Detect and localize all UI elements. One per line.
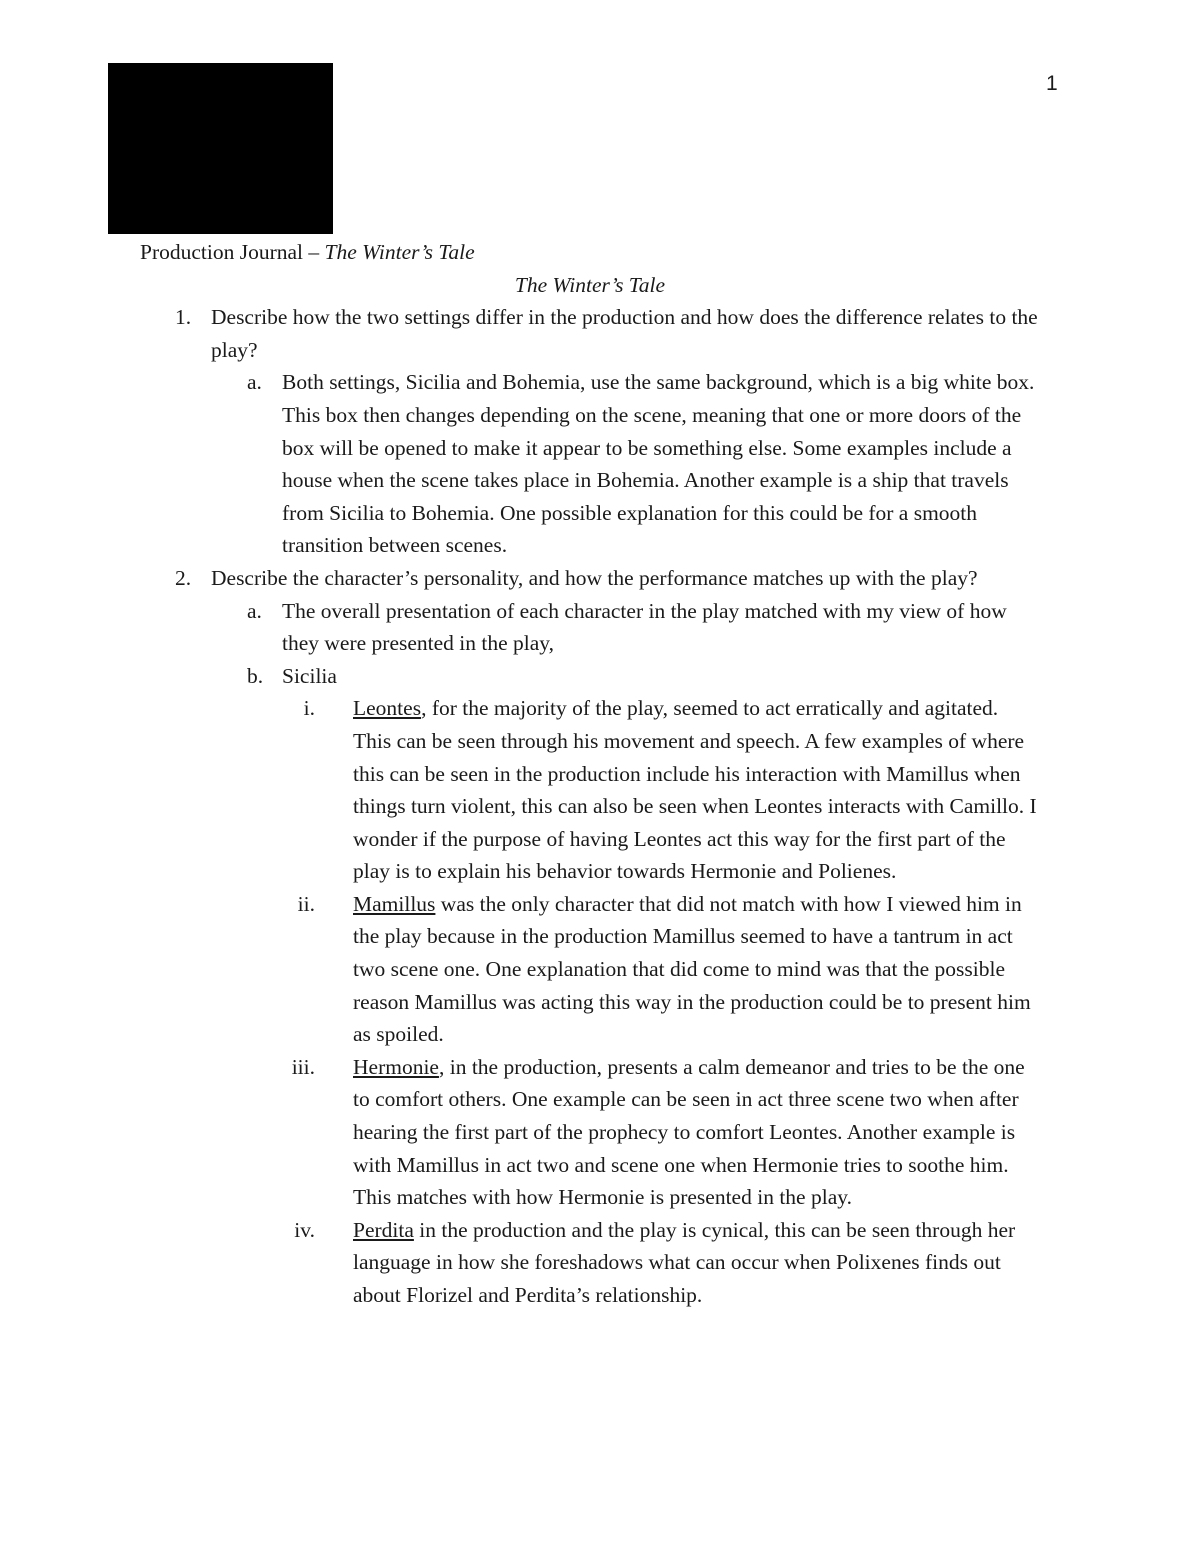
answer-text: Sicilia xyxy=(282,663,337,688)
question-text: Describe the character’s personality, and how the performance matches up with the play? xyxy=(211,565,978,590)
list-marker: iii. xyxy=(291,1054,315,1079)
character-hermonie xyxy=(140,1051,1040,1214)
character-mamillus xyxy=(140,888,1040,1051)
question-2 xyxy=(140,562,1040,595)
character-name: Perdita xyxy=(353,1217,414,1242)
list-marker: 2. xyxy=(175,565,192,590)
character-description: was the only character that did not match with how I viewed him in the play because in the production Mamillus seemed to have a tantrum in act two scene one. One explanation that did come to mind was that the possible reason Mamillus was acting this way in the production could be to present him as spoiled. xyxy=(353,891,1031,1047)
list-marker: a. xyxy=(247,370,262,395)
list-marker: a. xyxy=(247,598,262,623)
list-marker: i. xyxy=(303,696,315,721)
document-title: The Winter’s Tale xyxy=(514,272,666,297)
answer-text: The overall presentation of each character in the play matched with my view of how they were presented in the play, xyxy=(282,598,1007,656)
question-2-answer-b xyxy=(140,660,1040,693)
header-play-title: The Winter’s Tale xyxy=(324,240,475,264)
question-text: Describe how the two settings differ in the production and how does the difference relates to the play? xyxy=(211,305,1038,362)
character-description: in the production and the play is cynical, this can be seen through her language in how she foreshadows what can occur when Polixenes finds out about Florizel and Perdita’s relationship. xyxy=(353,1217,1016,1307)
question-2-answer-a xyxy=(140,595,1040,660)
list-marker: 1. xyxy=(175,305,192,330)
character-name: Leontes xyxy=(353,696,422,721)
list-marker: ii. xyxy=(297,891,315,916)
character-leontes xyxy=(140,692,1040,888)
character-description: , in the production, presents a calm demeanor and tries to be the one to comfort others. One example can be seen in act three scene two when after hearing the first part of the prophecy to comfort Leontes. Another example is with Mamillus in act two and scene one when Hermonie tries to soothe him. This matches with how Hermonie is presented in the play. xyxy=(353,1054,1025,1210)
journal-header xyxy=(140,236,1040,269)
header-prefix: Production Journal – xyxy=(140,240,325,264)
question-1 xyxy=(140,301,1040,366)
list-marker: b. xyxy=(247,663,264,688)
character-name: Mamillus xyxy=(353,891,436,916)
redaction-box xyxy=(108,63,333,234)
page-number: 1 xyxy=(1046,72,1058,95)
character-name: Hermonie xyxy=(353,1054,439,1079)
character-perdita xyxy=(140,1214,1040,1312)
character-description: , for the majority of the play, seemed to act erratically and agitated. This can be seen through his movement and speech. A few examples of where this can be seen in the production include his interaction with Mamillus when things turn violent, this can also be seen when Leontes interacts with Camillo. I wonder if the purpose of having Leontes act this way for the first part of the play is to explain his behavior towards Hermonie and Polienes. xyxy=(353,696,1037,884)
document-body xyxy=(140,236,1040,1312)
list-marker: iv. xyxy=(294,1217,315,1242)
answer-text: Both settings, Sicilia and Bohemia, use the same background, which is a big white box. This box then changes depending on the scene, meaning that one or more doors of the box will be opened to make it appear to be something else. Some examples include a house when the scene takes place in Bohemia. Another example is a ship that travels from Sicilia to Bohemia. One possible explanation for this could be for a smooth transition between scenes. xyxy=(282,370,1035,558)
question-1-answer-a xyxy=(140,366,1040,562)
